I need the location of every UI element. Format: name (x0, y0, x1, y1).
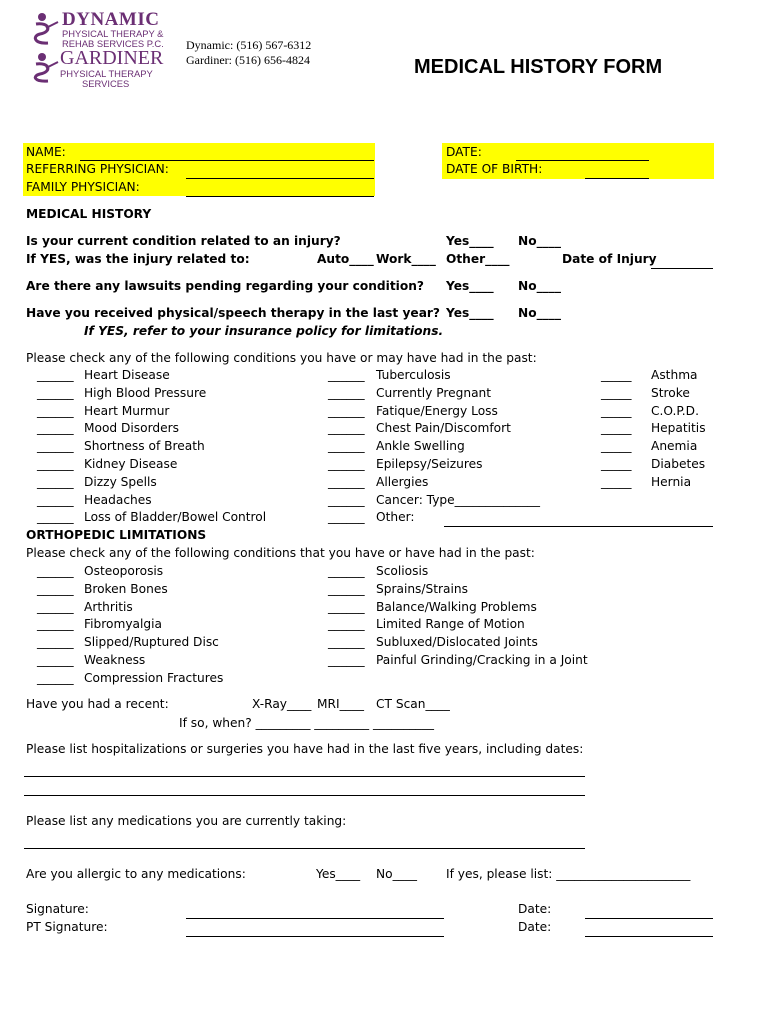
q-lawsuits-no[interactable]: No____ (518, 279, 561, 293)
condition-item-checkbox-blank[interactable]: _____ (601, 421, 632, 436)
logo-gardiner-sub2: SERVICES (82, 78, 130, 89)
referring-physician-label: REFERRING PHYSICIAN: (26, 162, 169, 176)
condition-item-label: Dizzy Spells (84, 474, 157, 489)
logo-dynamic-sub1: PHYSICAL THERAPY & (62, 28, 164, 39)
q-therapy: Have you received physical/speech therapy in the last year? (26, 306, 441, 320)
condition-item-label: Heart Murmur (84, 403, 170, 418)
condition-item-label: Cancer: Type______________ (376, 492, 540, 507)
date-of-injury-label: Date of Injury (562, 252, 657, 266)
condition-item-label: Shortness of Breath (84, 439, 205, 454)
condition-item-checkbox-blank[interactable]: ______ (328, 403, 365, 418)
allergic-label: Are you allergic to any medications: (26, 867, 246, 881)
q-therapy-note: If YES, refer to your insurance policy for limitations. (84, 324, 444, 338)
recent-when[interactable]: If so, when? _________ _________ __________ (179, 716, 434, 730)
ortho-item-label: Broken Bones (84, 581, 168, 596)
condition-item-label: Other: (376, 510, 415, 525)
phone-gardiner: Gardiner: (516) 656-4824 (186, 53, 310, 67)
ortho-item-checkbox-blank[interactable]: ______ (328, 617, 365, 632)
allergic-yes[interactable]: Yes____ (316, 867, 361, 881)
family-physician-field[interactable] (186, 196, 374, 197)
ortho-item-checkbox-blank[interactable]: ______ (37, 653, 74, 667)
hospitalizations-line-1[interactable] (24, 776, 585, 777)
date-of-injury-field[interactable] (651, 268, 713, 269)
name-field[interactable] (80, 160, 374, 161)
family-physician-label: FAMILY PHYSICIAN: (26, 180, 140, 194)
name-label: NAME: (26, 145, 66, 159)
logo-dynamic-sub2: REHAB SERVICES P.C. (62, 38, 164, 49)
condition-item-label: Loss of Bladder/Bowel Control (84, 510, 267, 525)
referring-physician-field[interactable] (186, 178, 374, 179)
ortho-item-label: Compression Fractures (84, 670, 224, 685)
condition-item-label: C.O.P.D. (651, 403, 699, 418)
condition-item-label: Heart Disease (84, 368, 170, 382)
pt-signature-date-field[interactable] (585, 936, 713, 937)
ortho-item-label: Subluxed/Dislocated Joints (376, 635, 538, 650)
ortho-item-checkbox-blank[interactable]: ______ (37, 581, 74, 596)
condition-item-label: Diabetes (651, 457, 706, 471)
ortho-item-label: Osteoporosis (84, 564, 164, 578)
condition-item-checkbox-blank[interactable]: ______ (328, 439, 365, 454)
condition-item-checkbox-blank[interactable]: _____ (601, 403, 632, 418)
condition-item-checkbox-blank[interactable]: ______ (37, 368, 74, 382)
condition-item-label: Epilepsy/Seizures (376, 457, 483, 471)
condition-item-label: Tuberculosis (376, 368, 451, 382)
ortho-heading: ORTHOPEDIC LIMITATIONS (26, 528, 207, 542)
condition-item-checkbox-blank[interactable]: ______ (328, 385, 365, 400)
logo-dynamic-text: DYNAMIC (62, 9, 160, 30)
medications-line[interactable] (24, 848, 585, 849)
recent-ct-scan[interactable]: CT Scan____ (376, 697, 450, 711)
condition-item-label: Kidney Disease (84, 457, 178, 471)
condition-item-label: Headaches (84, 492, 152, 507)
ortho-item-label: Limited Range of Motion (376, 617, 525, 632)
injury-work[interactable]: Work____ (376, 252, 436, 266)
condition-item-checkbox-blank[interactable]: ______ (328, 474, 365, 489)
q-injury-yes[interactable]: Yes____ (446, 234, 494, 248)
condition-item-checkbox-blank[interactable]: ______ (37, 474, 74, 489)
condition-item-label: Fatique/Energy Loss (376, 403, 498, 418)
condition-item-label: Allergies (376, 474, 429, 489)
condition-item-checkbox-blank[interactable]: ______ (37, 457, 74, 471)
ortho-item-label: Arthritis (84, 599, 133, 614)
recent-mri[interactable]: MRI____ (317, 697, 364, 711)
condition-item-label: High Blood Pressure (84, 385, 207, 400)
pt-signature-field[interactable] (186, 936, 444, 937)
ortho-item-checkbox-blank[interactable]: ______ (328, 599, 365, 614)
recent-xray[interactable]: X-Ray____ (252, 697, 312, 711)
condition-item-checkbox-blank[interactable]: ______ (328, 421, 365, 436)
pt-signature-label: PT Signature: (26, 920, 108, 934)
hospitalizations-label: Please list hospitalizations or surgeries you have had in the last five years, including dates: (26, 742, 584, 756)
condition-item-label: Ankle Swelling (376, 439, 465, 454)
condition-item-label: Anemia (651, 439, 698, 454)
date-field[interactable] (516, 160, 649, 161)
condition-item-checkbox-blank[interactable]: ______ (328, 510, 365, 525)
condition-item-label: Currently Pregnant (376, 385, 492, 400)
dob-field[interactable] (585, 178, 649, 179)
q-injury: Is your current condition related to an injury? (26, 234, 341, 248)
q-therapy-no[interactable]: No____ (518, 306, 561, 320)
ortho-item-label: Slipped/Ruptured Disc (84, 635, 219, 650)
ortho-item-checkbox-blank[interactable]: ______ (37, 635, 74, 650)
signature-date-field[interactable] (585, 918, 713, 919)
condition-item-checkbox-blank[interactable]: _____ (601, 474, 632, 489)
logo-gardiner-sub1: PHYSICAL THERAPY (60, 68, 153, 79)
q-therapy-yes[interactable]: Yes____ (446, 306, 494, 320)
condition-item-checkbox-blank[interactable]: _____ (601, 457, 632, 471)
date-label: DATE: (446, 145, 482, 159)
condition-item-label: Stroke (651, 385, 690, 400)
allergic-no[interactable]: No____ (376, 867, 417, 881)
ortho-item-checkbox-blank[interactable]: ______ (37, 670, 74, 685)
ortho-intro: Please check any of the following conditions that you have or have had in the past: (26, 546, 535, 560)
other-condition-field[interactable] (444, 526, 713, 527)
pt-signature-date-label: Date: (518, 920, 552, 934)
condition-item-checkbox-blank[interactable]: _____ (601, 368, 632, 382)
dob-label: DATE OF BIRTH: (446, 162, 543, 176)
ortho-item-label: Painful Grinding/Cracking in a Joint (376, 653, 588, 667)
signature-field[interactable] (186, 918, 444, 919)
condition-item-checkbox-blank[interactable]: ______ (37, 510, 74, 525)
medications-label: Please list any medications you are currently taking: (26, 814, 347, 828)
condition-item-label: Chest Pain/Discomfort (376, 421, 511, 436)
logo-gardiner-text: GARDINER (60, 47, 164, 69)
condition-item-label: Hepatitis (651, 421, 706, 436)
q-lawsuits: Are there any lawsuits pending regarding your condition? (26, 279, 424, 293)
condition-item-checkbox-blank[interactable]: _____ (601, 385, 632, 400)
condition-item-checkbox-blank[interactable]: _____ (601, 439, 632, 454)
q-lawsuits-yes[interactable]: Yes____ (446, 279, 494, 293)
conditions-intro: Please check any of the following conditions you have or may have had in the past: (26, 351, 537, 365)
page-title: MEDICAL HISTORY FORM (414, 56, 663, 78)
ortho-item-label: Fibromyalgia (84, 617, 162, 632)
q-injury-type: If YES, was the injury related to: (26, 252, 250, 266)
condition-item-checkbox-blank[interactable]: ______ (37, 385, 74, 400)
ortho-item-checkbox-blank[interactable]: ______ (37, 564, 74, 578)
ortho-item-label: Scoliosis (376, 564, 429, 578)
injury-other[interactable]: Other____ (446, 252, 510, 266)
condition-item-checkbox-blank[interactable]: ______ (37, 421, 74, 436)
condition-item-checkbox-blank[interactable]: ______ (37, 492, 74, 507)
ortho-item-label: Sprains/Strains (376, 581, 468, 596)
condition-item-checkbox-blank[interactable]: ______ (328, 492, 365, 507)
signature-label: Signature: (26, 902, 89, 916)
dynamic-logo-icon (28, 10, 62, 48)
condition-item-checkbox-blank[interactable]: ______ (328, 457, 365, 471)
phone-dynamic: Dynamic: (516) 567-6312 (186, 38, 312, 52)
q-injury-no[interactable]: No____ (518, 234, 561, 248)
ortho-item-checkbox-blank[interactable]: ______ (328, 635, 365, 650)
ortho-item-checkbox-blank[interactable]: ______ (328, 653, 365, 667)
condition-item-label: Mood Disorders (84, 421, 180, 436)
condition-item-checkbox-blank[interactable]: ______ (37, 439, 74, 454)
condition-item-label: Asthma (651, 368, 698, 382)
injury-auto[interactable]: Auto____ (317, 252, 374, 266)
medical-history-heading: MEDICAL HISTORY (26, 207, 152, 221)
ortho-item-checkbox-blank[interactable]: ______ (328, 564, 365, 578)
ortho-item-checkbox-blank[interactable]: ______ (37, 599, 74, 614)
condition-item-checkbox-blank[interactable]: ______ (37, 403, 74, 418)
condition-item-label: Hernia (651, 474, 692, 489)
ortho-item-label: Weakness (84, 653, 146, 667)
ortho-item-checkbox-blank[interactable]: ______ (328, 581, 365, 596)
condition-item-checkbox-blank[interactable]: ______ (328, 368, 365, 382)
ortho-item-label: Balance/Walking Problems (376, 599, 537, 614)
allergic-list[interactable]: If yes, please list: ______________________ (446, 867, 691, 881)
signature-date-label: Date: (518, 902, 552, 916)
gardiner-logo-icon (28, 50, 62, 86)
recent-label: Have you had a recent: (26, 697, 169, 711)
hospitalizations-line-2[interactable] (24, 795, 585, 796)
ortho-item-checkbox-blank[interactable]: ______ (37, 617, 74, 632)
